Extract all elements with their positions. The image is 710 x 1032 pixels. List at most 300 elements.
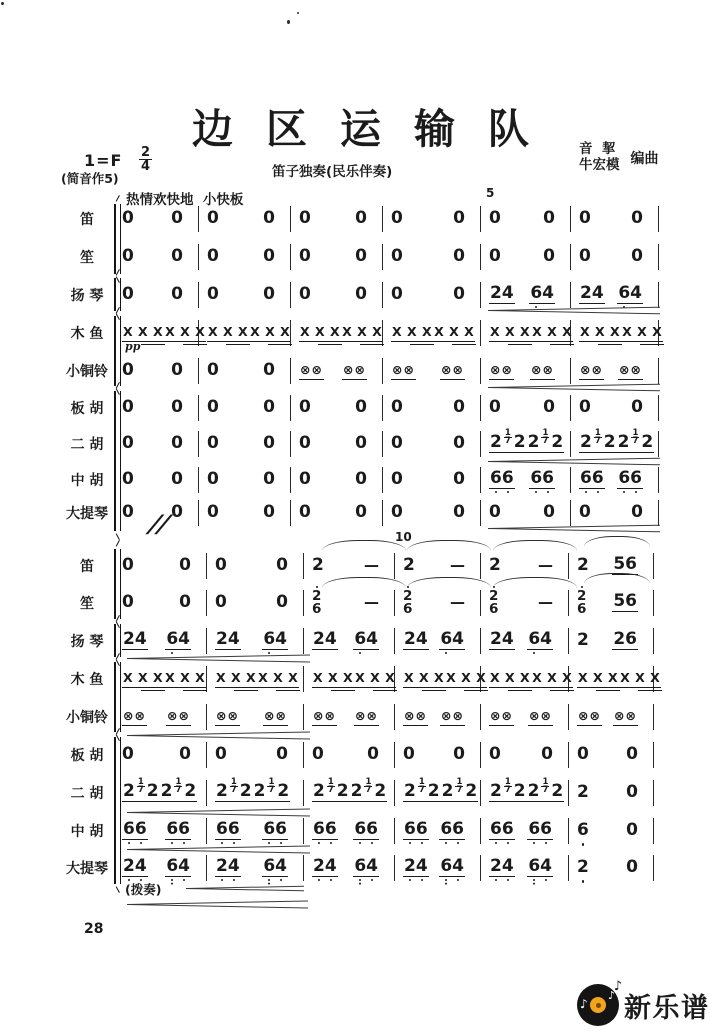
measure [395,818,481,844]
beamed-notes [439,855,465,878]
beamed-notes [262,818,288,841]
measure [569,855,654,881]
measure [114,320,206,346]
staff-row [60,849,654,886]
beamed-notes [612,628,638,651]
composer-name-2: 牛宏模 [579,156,620,173]
rest-note: 0 [122,397,134,417]
measure [395,855,481,881]
measure [199,431,291,457]
woodblock-beat: X X X [531,669,573,689]
note-digit: 6 [577,600,587,617]
note-digit: 2 [489,588,499,604]
rest-note: 0 [263,469,275,489]
note-digit: 2 [441,780,454,801]
note [312,557,324,574]
erhu-grace-figure [617,427,655,454]
measure [569,666,661,692]
note-digit: 2 [427,780,440,801]
composer-role: 编曲 [630,150,659,167]
instrument-label: 中 胡 [70,823,104,840]
note-digit: 4 [540,628,552,649]
note-digit: 5 [613,553,626,574]
note-digit: 4 [630,282,642,303]
rest-note: 0 [579,246,591,266]
rest-note: 0 [207,208,219,228]
note-digit: 4 [415,628,428,649]
note-digit: 4 [134,628,147,649]
rest-note: 0 [453,469,465,489]
note-digit: 6 [178,818,190,839]
rest-note: 0 [299,208,311,228]
staff-row [60,774,654,811]
grace-note: 1 7 [594,427,601,446]
rest-note: 0 [263,208,275,228]
slur-arc [322,540,406,551]
note-digit: 6 [216,818,228,839]
note-digit: 2 [336,780,349,801]
rest-note: 0 [263,502,275,522]
woodblock-beat: X X X [249,323,291,343]
woodblock-beat: X X X [577,669,619,689]
note-digit: 2 [580,282,592,303]
rest-note: 0 [626,857,638,877]
note-digit: 6 [403,600,413,617]
bell-beat: ⊗⊗ [618,361,643,381]
crescendo-hairpin [127,731,310,739]
measure [481,590,569,616]
rest-note: 0 [355,433,367,453]
measure [114,553,207,579]
measure [569,780,654,806]
chord [312,590,321,615]
measure [291,500,383,526]
beamed-notes [312,818,338,841]
rest-note: 0 [453,284,465,304]
staff-row [60,461,659,498]
crescendo-hairpin [186,884,304,892]
note-digit: 4 [501,282,514,303]
note-digit: 6 [313,818,325,839]
woodblock-beat: X X X [579,323,621,343]
measure [199,320,291,346]
note-digit: 6 [415,818,428,839]
beamed-notes [579,282,605,305]
bell-beat: ⊗⊗ [530,361,555,381]
note-digit: 6 [354,628,367,649]
note-digit: 6 [542,467,554,488]
beamed-notes [579,467,605,490]
measure [304,628,395,654]
beamed-notes [527,818,553,841]
staff-row [60,736,654,773]
measure [569,742,654,768]
note-digit: 4 [366,855,378,876]
vinyl-record-icon [577,979,622,1026]
note-digit: 2 [527,780,540,801]
time-signature-numerator: 2 [141,145,151,160]
staff-row [60,660,661,697]
rest-note: 0 [299,397,311,417]
dynamic-pp: pp [125,340,141,353]
rest-note: 0 [299,246,311,266]
measure [207,553,304,579]
rest-note: 0 [179,744,191,764]
note-digit: 6 [501,467,514,488]
key-signature: 1=F [84,151,123,170]
note-digit: 4 [227,855,240,876]
instrument-label: 扬 琴 [70,633,104,650]
instrument-label: 大提琴 [66,860,108,877]
grace-note: 1 7 [230,776,237,795]
note-digit: 2 [313,628,325,649]
note-digit: 2 [490,855,502,876]
instrument-label: 扬 琴 [70,287,104,304]
sustain-dash: — [538,556,553,574]
measure [207,818,304,844]
crescendo-hairpin [488,306,660,314]
scan-speck [297,12,299,14]
instrument-label: 笙 [80,595,94,612]
composer-name-1: 音 挈 [579,141,616,157]
beamed-notes [439,628,465,651]
measure [481,500,571,526]
note-digit: 6 [366,818,378,839]
slur-arc [584,536,650,547]
beamed-notes [529,467,555,490]
rest-note: 0 [171,397,183,417]
bell-beat: ⊗⊗ [440,707,465,727]
rest-note: 0 [367,744,379,764]
measure [571,395,659,421]
note-digit: 6 [490,467,502,488]
rest-note: 0 [299,502,311,522]
chord [489,590,498,615]
scan-speck [1,2,4,5]
woodblock-beat: X X X [489,323,531,343]
rest-note: 0 [215,744,227,764]
measure [291,467,383,493]
beamed-notes [122,628,148,651]
rest-note: 0 [207,433,219,453]
note-digit: 2 [527,431,540,452]
note-digit: 6 [404,818,416,839]
measure [571,206,659,232]
system-bracket [114,278,121,311]
staff-row [60,584,654,621]
measure [304,855,395,881]
rest-note: 0 [122,433,134,453]
rest-note: 0 [179,555,191,575]
pizzicato-marking: (拨奏) [125,882,162,897]
note-digit: 2 [313,855,325,876]
note-digit: 4 [501,628,514,649]
rest-note: 0 [453,208,465,228]
note-digit: 6 [275,818,287,839]
beamed-notes [165,628,191,651]
note-digit: 6 [227,818,240,839]
beamed-notes [165,818,191,841]
erhu-grace-figure [527,427,565,454]
grace-note: 1 7 [268,776,275,795]
rest-note: 0 [541,744,553,764]
measure [383,282,481,308]
rest-note: 0 [263,284,275,304]
measure [304,704,395,730]
measure [114,855,207,881]
measure [481,244,571,270]
rest-note: 0 [215,592,227,612]
rest-note: 0 [207,284,219,304]
measure [481,427,571,457]
note-digit: 6 [166,855,179,876]
erhu-grace-figure [350,776,388,803]
rest-note: 0 [543,246,555,266]
grace-note: 1 7 [504,427,511,446]
instrument-label: 木 鱼 [70,671,104,688]
note-digit: 6 [591,467,604,488]
bell-beat: ⊗⊗ [613,707,638,727]
rest-note: 0 [355,284,367,304]
erhu-grace-figure [122,776,160,803]
measure [383,467,481,493]
note-digit: 4 [178,855,190,876]
beamed-notes [122,818,148,841]
instrument-label: 小铜铃 [66,709,108,726]
beamed-notes [353,628,379,651]
rest-note: 0 [391,246,403,266]
crescendo-hairpin [127,900,308,908]
erhu-grace-figure [253,776,291,803]
rest-note: 0 [263,360,275,380]
note-digit: 2 [312,588,322,604]
rest-note: 0 [171,469,183,489]
beamed-notes [262,855,288,878]
measure [383,395,481,421]
measure [481,282,571,308]
tempo-marking: 热情欢快地 小快板 [126,192,244,208]
rest-note: 0 [631,246,643,266]
measure [304,776,395,806]
measure [481,395,571,421]
bell-beat: ⊗⊗ [342,361,367,381]
measure [199,206,291,232]
rest-note: 0 [391,433,403,453]
rest-note: 0 [355,246,367,266]
note-digit: 4 [324,855,337,876]
measure [207,855,304,881]
publisher-watermark [577,979,710,1026]
measure [114,467,199,493]
page-number: 28 [84,921,104,937]
measure [199,282,291,308]
note-digit: 6 [440,818,453,839]
measure [114,590,207,616]
woodblock-beat: X X X [122,669,164,689]
note-digit: 6 [354,818,367,839]
woodblock-beat: X X X [619,669,661,689]
rest-note: 0 [122,555,134,575]
woodblock-beat: X X X [445,669,487,689]
rest-note: 0 [179,592,191,612]
rest-note: 0 [299,433,311,453]
note-digit: 4 [501,855,514,876]
measure [395,704,481,730]
woodblock-beat: X X X [531,323,573,343]
note-digit: 6 [501,818,514,839]
instrument-label: 大提琴 [66,505,108,522]
woodblock-beat: X X X [489,669,531,689]
note-digit: 2 [146,780,159,801]
beamed-notes [403,855,429,878]
rest-note: 0 [626,820,638,840]
measure [199,500,291,526]
erhu-grace-figure [403,776,441,803]
measure [207,628,304,654]
measure [199,244,291,270]
grace-note: 1 7 [365,776,372,795]
bell-beat: ⊗⊗ [489,707,514,727]
rest-note: 0 [631,502,643,522]
crescendo-hairpin [488,383,660,391]
rest-note: 0 [489,502,501,522]
erhu-grace-figure [215,776,253,803]
rest-note: 0 [391,208,403,228]
note-digit: 2 [489,555,501,575]
chord [577,590,586,615]
beamed-notes [489,818,515,841]
note-digit: 2 [313,780,325,801]
measure [114,431,199,457]
rest-note: 0 [626,744,638,764]
crescendo-hairpin [488,457,660,465]
measure [291,431,383,457]
erhu-grace-figure [160,776,198,803]
measure [114,742,207,768]
note-digit: 2 [617,431,630,452]
rest-note: 0 [122,469,134,489]
note-digit: 2 [160,780,173,801]
rest-note: 0 [122,246,134,266]
note-digit: 4 [540,855,552,876]
note-digit: 6 [452,818,464,839]
instrument-label: 板 胡 [70,400,104,417]
measure [481,467,571,493]
rest-note: 0 [171,433,183,453]
rest-note: 0 [453,502,465,522]
system-bracket [114,316,121,386]
note-digit: 6 [263,855,276,876]
rest-note: 0 [263,246,275,266]
note-digit: 2 [580,431,592,452]
note-digit: 2 [577,782,589,802]
note-digit: 2 [239,780,252,801]
erhu-grace-figure [489,427,527,454]
rest-note: 0 [453,744,465,764]
rest-note: 0 [453,246,465,266]
rest-note: 0 [626,782,638,802]
note [403,557,415,574]
measure [383,320,481,346]
rest-note: 0 [355,208,367,228]
woodblock-beat: X X X [164,323,206,343]
erhu-grace-figure [312,776,350,803]
measure [383,500,481,526]
note [489,557,501,574]
bell-beat: ⊗⊗ [263,707,288,727]
measure [114,628,207,654]
subtitle: 笛子独奏(民乐伴奏) [272,164,393,180]
measure [571,282,659,308]
note-digit: 4 [452,628,464,649]
note-digit: 2 [253,780,266,801]
note-digit: 2 [490,431,502,452]
measure [383,358,481,384]
measure [199,358,291,384]
note-digit: 6 [577,820,589,840]
note-digit: 2 [216,780,228,801]
watermark-text: 新乐谱 [624,992,710,1024]
measure [569,590,654,616]
system-bracket [114,624,121,657]
instrument-label: 二 胡 [70,436,104,453]
measure [304,742,395,768]
rest-note: 0 [543,397,555,417]
beamed-notes [403,818,429,841]
staff-row [60,389,659,426]
measure [304,553,395,579]
measure [481,628,569,654]
woodblock-beat: X X X [299,323,341,343]
measure [291,320,383,346]
note-digit: 2 [277,780,290,801]
note-digit: 2 [603,431,616,452]
note-digit: 2 [551,431,564,452]
measure [569,704,654,730]
measure [199,395,291,421]
note-digit: 2 [184,780,197,801]
note-digit: 2 [123,780,135,801]
measure [481,358,571,384]
note-digit: 6 [530,282,543,303]
grace-note: 1 7 [542,776,549,795]
slur-arc [407,540,491,551]
measure-number-5: 5 [486,186,495,200]
crescendo-hairpin [127,845,310,853]
measure [114,818,207,844]
rest-note: 0 [355,502,367,522]
rest-note: 0 [263,397,275,417]
beamed-notes [312,855,338,878]
beamed-notes [353,855,379,878]
measure [114,704,207,730]
bell-beat: ⊗⊗ [166,707,191,727]
measure [383,206,481,232]
note-digit: 2 [551,780,564,801]
rest-note: 0 [299,284,311,304]
staff-row [60,200,659,237]
note-digit: 2 [403,588,413,604]
bell-beat: ⊗⊗ [403,707,428,727]
system-bracket [114,391,121,531]
note-digit: 6 [489,600,499,617]
sustain-dash: — [538,593,553,611]
measure [291,282,383,308]
note-digit: 2 [577,555,589,575]
note-digit: 4 [591,282,604,303]
bell-beat: ⊗⊗ [312,707,337,727]
rest-note: 0 [171,284,183,304]
